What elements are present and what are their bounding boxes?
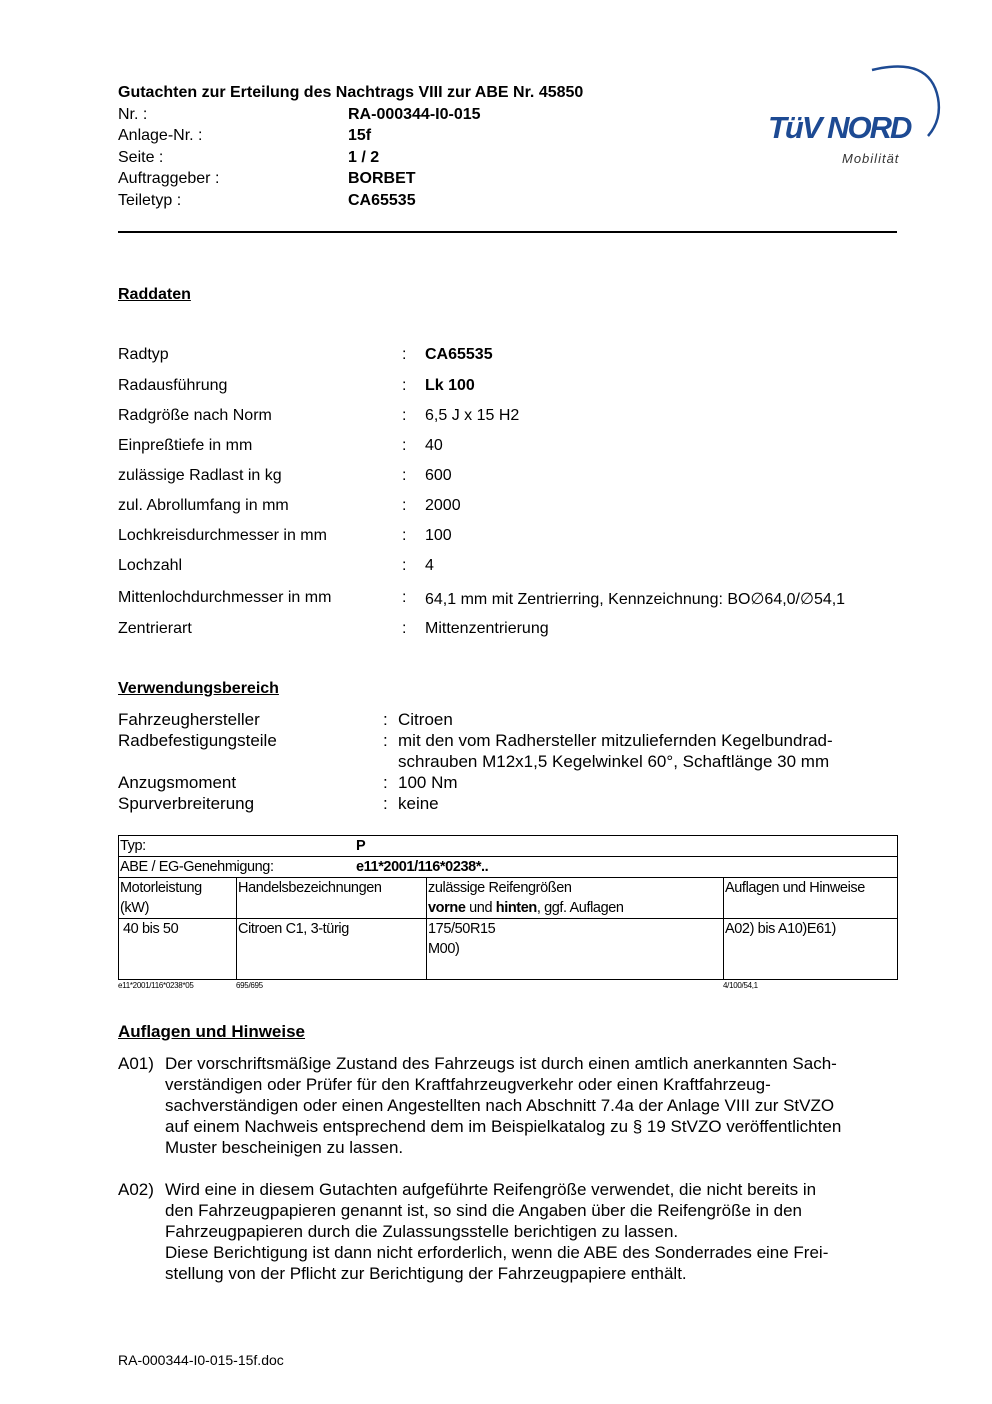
footer-filename: RA-000344-I0-015-15f.doc	[118, 1352, 284, 1368]
raddaten-label: Einpreßtiefe in mm	[118, 437, 253, 454]
header-reifen-vorne: vorne	[428, 900, 466, 916]
table-header-row	[118, 877, 898, 919]
abe-label: ABE / EG-Genehmigung:	[120, 859, 274, 875]
usage-value: mit den vom Radhersteller mitzuliefernden Kegelbundrad-	[398, 731, 833, 750]
tuev-nord-logo	[760, 58, 950, 178]
header-reifen-und: und	[465, 900, 496, 916]
header-label: Anlage-Nr. :	[118, 127, 203, 144]
header-row-seite	[118, 147, 583, 169]
usage-value: keine	[398, 794, 439, 813]
colon: :	[402, 346, 407, 363]
usage-value: 100 Nm	[398, 773, 458, 792]
cell-reifen	[427, 919, 724, 979]
note-line: Der vorschriftsmäßige Zustand des Fahrzeugs ist durch einen amtlich anerkannten Sach-	[165, 1054, 837, 1073]
header-value: RA-000344-I0-015	[348, 105, 481, 123]
note-a01	[118, 1053, 908, 1163]
note-line: sachverständigen oder einen Angestellten nach Abschnitt 7.4a der Anlage VIII zur StVZO	[165, 1096, 835, 1115]
note-code: A02)	[118, 1180, 154, 1199]
footnote-bolt-pattern: 4/100/54,1	[723, 981, 758, 990]
header-divider	[118, 231, 897, 233]
note-line: verständigen oder Prüfer für den Kraftfahrzeugverkehr oder einen Kraftfahrzeug-	[165, 1075, 771, 1094]
colon: :	[383, 731, 388, 750]
header-motor-line2: (kW)	[120, 900, 149, 916]
colon: :	[402, 407, 407, 424]
raddaten-label: Radtyp	[118, 346, 169, 363]
raddaten-label: Zentrierart	[118, 620, 192, 637]
raddaten-value: 2000	[425, 497, 461, 514]
usage-value: schrauben M12x1,5 Kegelwinkel 60°, Schaftlänge 30 mm	[398, 752, 830, 771]
section-title-verwendungsbereich: Verwendungsbereich	[118, 680, 279, 697]
header-label: Seite :	[118, 148, 164, 166]
raddaten-value: Mittenzentrierung	[425, 620, 549, 637]
colon: :	[383, 794, 388, 813]
typ-label: Typ:	[120, 838, 146, 854]
typ-value: P	[356, 838, 366, 854]
raddaten-label: Lochkreisdurchmesser in mm	[118, 527, 327, 544]
note-code: A01)	[118, 1054, 154, 1073]
footnote-approval: e11*2001/116*0238*05	[118, 981, 194, 990]
section-title-auflagen: Auflagen und Hinweise	[118, 1022, 306, 1041]
raddaten-value: CA65535	[425, 346, 493, 363]
usage-label: Fahrzeughersteller	[118, 710, 260, 729]
header-value: 1 / 2	[348, 148, 380, 166]
table-row-abe	[118, 856, 898, 878]
colon: :	[402, 437, 407, 454]
raddaten-label: Lochzahl	[118, 557, 183, 574]
footnote-load: 695/695	[236, 981, 263, 990]
cell-auflagen: A02) bis A10)E61)	[725, 921, 836, 937]
header-label: Nr. :	[118, 105, 148, 123]
raddaten-value: 4	[425, 557, 434, 574]
usage-label: Radbefestigungsteile	[118, 731, 277, 750]
header-motor-line1: Motorleistung	[120, 880, 202, 896]
note-line: Diese Berichtigung ist dann nicht erforderlich, wenn die ABE des Sonderrades eine Frei-	[165, 1243, 829, 1262]
raddaten-label: Radausführung	[118, 377, 228, 394]
usage-label: Anzugsmoment	[118, 773, 237, 792]
abe-value: e11*2001/116*0238*..	[356, 859, 489, 875]
cell-handel: Citroen C1, 3-türig	[238, 921, 349, 937]
header-auflagen: Auflagen und Hinweise	[725, 880, 865, 896]
document-header	[118, 82, 583, 211]
header-reifen-hinten: hinten	[495, 900, 537, 916]
table-row	[118, 918, 898, 980]
raddaten-value: Lk 100	[425, 377, 475, 394]
table-row-typ	[118, 835, 898, 857]
note-line: stellung von der Pflicht zur Berichtigung der Fahrzeugpapiere enthält.	[165, 1264, 687, 1283]
header-label: Auftraggeber :	[118, 170, 220, 187]
raddaten-label: Mittenlochdurchmesser in mm	[118, 589, 332, 606]
header-motor	[119, 878, 236, 918]
raddaten-label: Radgröße nach Norm	[118, 407, 272, 424]
header-label: Teiletyp :	[118, 191, 182, 209]
note-line: den Fahrzeugpapieren genannt ist, so sind die Angaben über die Reifengröße in den	[165, 1201, 803, 1220]
note-a02	[118, 1179, 908, 1289]
colon: :	[402, 527, 407, 544]
colon: :	[402, 377, 407, 394]
header-reifen-auflagen: , ggf. Auflagen	[536, 900, 624, 916]
colon: :	[402, 557, 407, 574]
header-handel: Handelsbezeichnungen	[238, 880, 382, 896]
header-row-nr	[118, 104, 583, 126]
header-row-teiletyp	[118, 190, 583, 212]
header-value: 15f	[348, 127, 372, 144]
note-line: Fahrzeugpapieren durch die Zulassungsstelle berichtigen zu lassen.	[165, 1222, 679, 1241]
raddaten-label: zul. Abrollumfang in mm	[118, 497, 289, 514]
header-reifen-line2	[428, 898, 724, 918]
note-line: auf einem Nachweis entsprechend dem im Beispielkatalog zu § 19 StVZO veröffentlichten	[165, 1117, 842, 1136]
raddaten-label: zulässige Radlast in kg	[118, 467, 282, 484]
colon: :	[383, 773, 388, 792]
raddaten-value: 600	[425, 467, 452, 484]
colon: :	[383, 710, 388, 729]
document-title: Gutachten zur Erteilung des Nachtrags VIII zur ABE Nr. 45850	[118, 84, 584, 101]
raddaten-value: 64,1 mm mit Zentrierring, Kennzeichnung: BO∅64,0/∅54,1	[425, 591, 846, 608]
raddaten-value: 6,5 J x 15 H2	[425, 407, 520, 424]
cell-reifen-note: M00)	[428, 941, 460, 957]
raddaten-value: 40	[425, 437, 443, 454]
header-reifen-line1: zulässige Reifengrößen	[428, 880, 572, 896]
raddaten-value: 100	[425, 527, 452, 544]
cell-reifen-size: 175/50R15	[428, 921, 496, 937]
header-reifen	[427, 878, 724, 918]
note-line: Wird eine in diesem Gutachten aufgeführte Reifengröße verwendet, die nicht bereits in	[165, 1180, 817, 1199]
cell-motor: 40 bis 50	[123, 921, 179, 937]
section-title-raddaten: Raddaten	[118, 286, 191, 303]
header-row-anlage	[118, 125, 583, 147]
colon: :	[402, 467, 407, 484]
header-value: BORBET	[348, 170, 416, 187]
logo-subtitle: Mobilität	[842, 151, 900, 166]
note-line: Muster bescheinigen zu lassen.	[165, 1138, 404, 1157]
colon: :	[402, 497, 407, 514]
note-text	[165, 1053, 905, 1158]
logo-brand: TüV NORD	[768, 110, 911, 145]
colon: :	[402, 589, 407, 606]
usage-label: Spurverbreiterung	[118, 794, 255, 813]
colon: :	[402, 620, 407, 637]
header-value: CA65535	[348, 191, 416, 209]
header-row-auftraggeber	[118, 168, 583, 190]
usage-value: Citroen	[398, 710, 453, 729]
note-text	[165, 1179, 905, 1284]
